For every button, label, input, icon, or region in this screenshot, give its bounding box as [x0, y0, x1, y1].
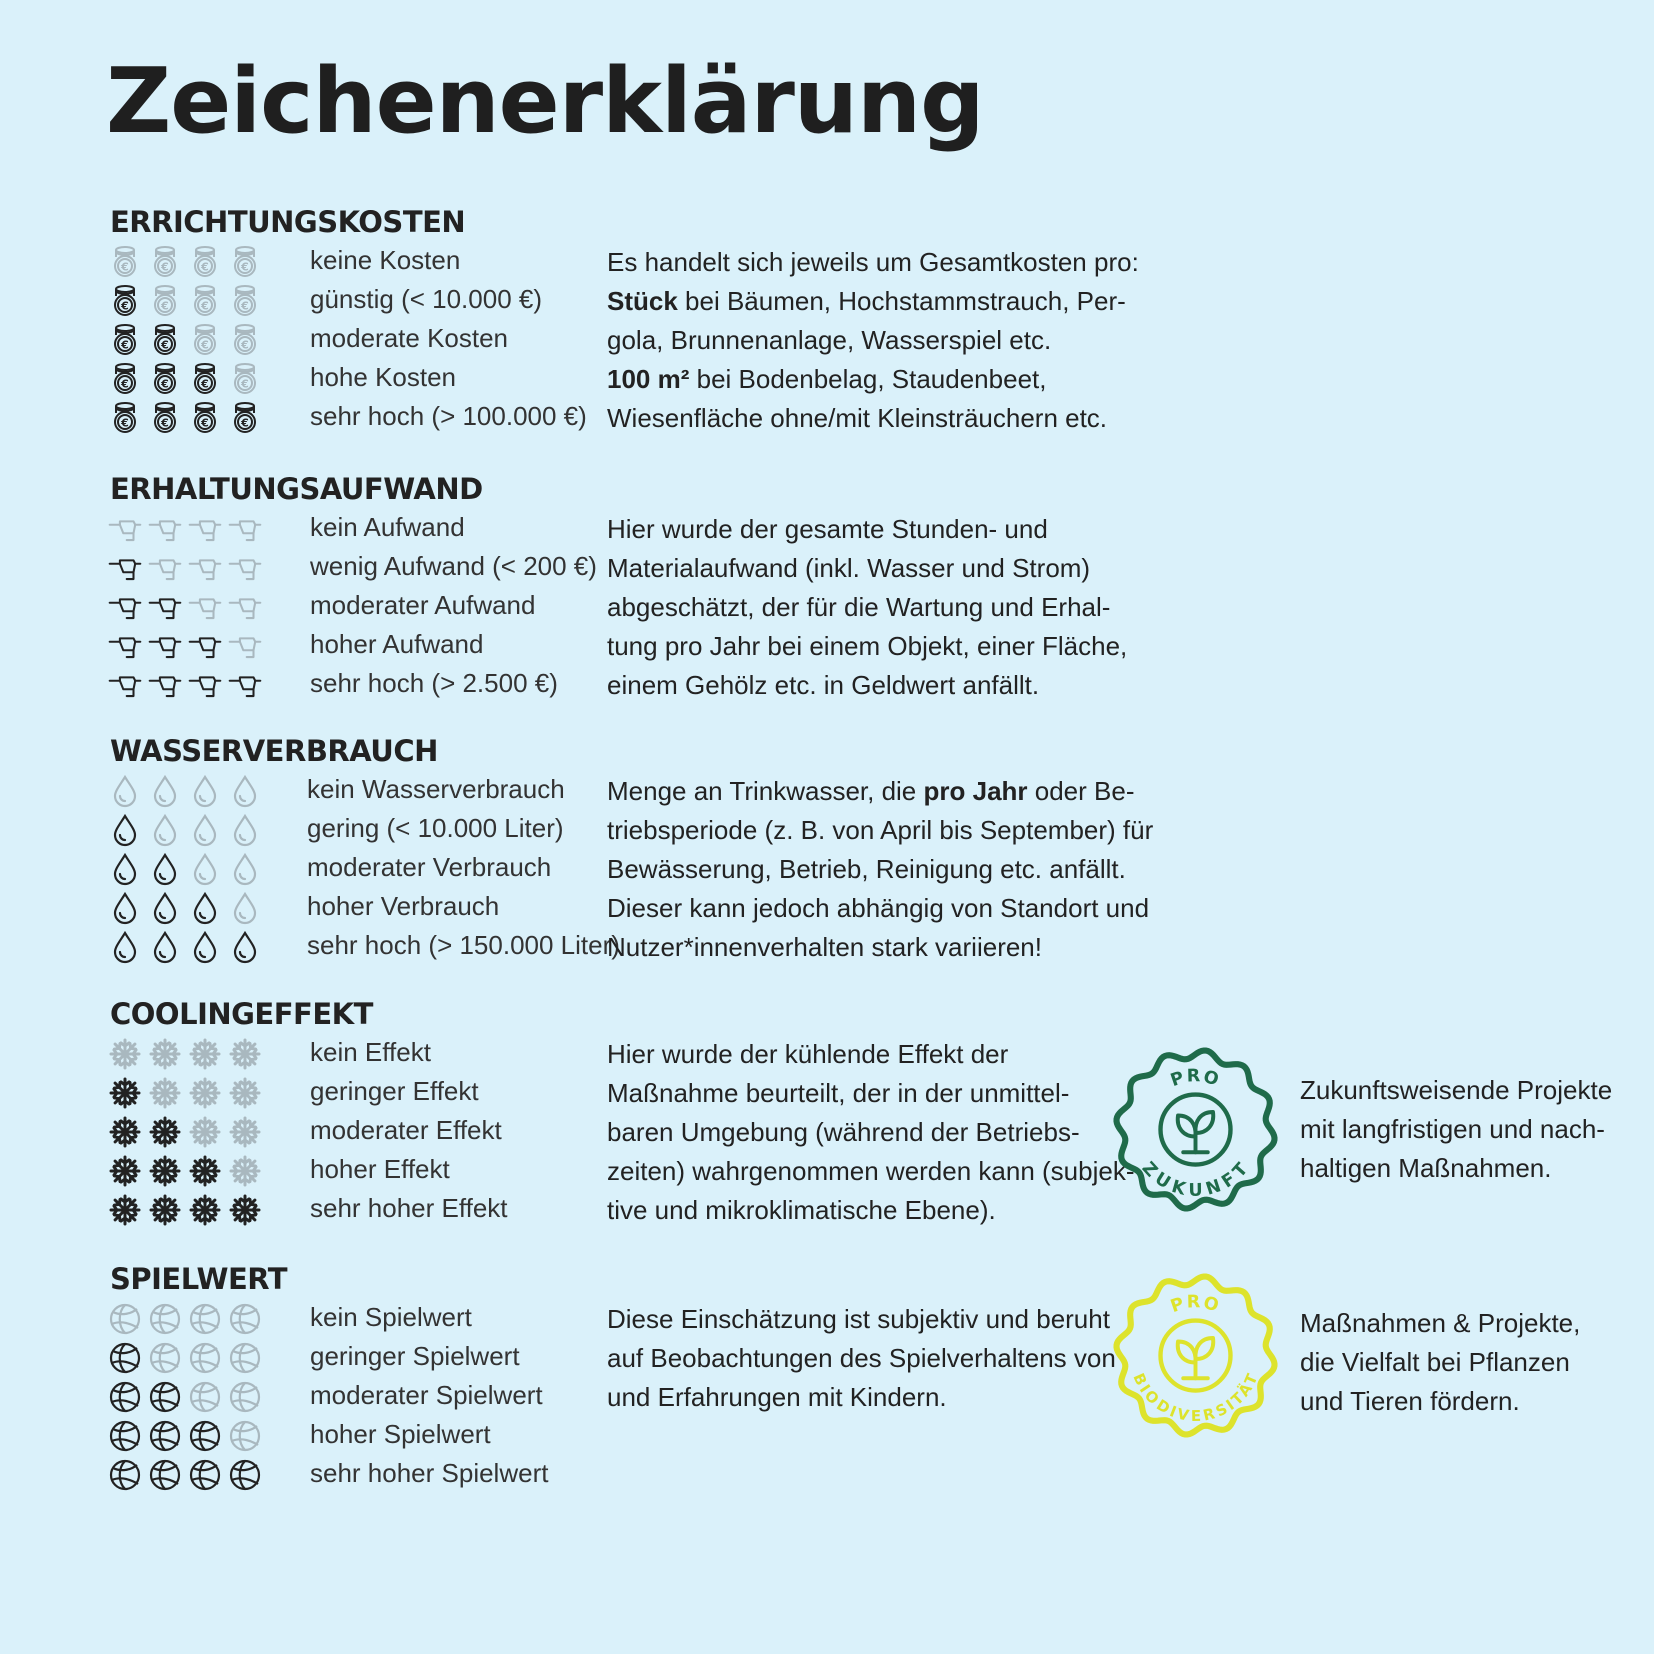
snowflake-icon	[108, 1154, 142, 1188]
description-line: zeiten) wahrgenommen werden kann (subjek-	[607, 1156, 1135, 1186]
coin-stack-icon	[188, 362, 222, 396]
svg-text:PRO	[1168, 1292, 1223, 1317]
description-bold: Stück	[607, 286, 678, 316]
badge-description-biodiversitaet	[1300, 1304, 1620, 1421]
svg-text:€: €	[161, 377, 169, 391]
coin-stack-icon	[148, 284, 182, 318]
ball-icon	[148, 1341, 182, 1375]
description-line: Dieser kann jedoch abhängig von Standort und	[607, 893, 1150, 923]
level-label: wenig Aufwand (< 200 €)	[310, 551, 597, 581]
svg-text:€: €	[241, 299, 249, 313]
description-text: Menge an Trinkwasser, die	[607, 776, 924, 806]
watering-can-icon	[228, 668, 262, 702]
section-heading: SPIELWERT	[110, 1262, 288, 1296]
description-line: tung pro Jahr bei einem Objekt, einer Fläche,	[607, 631, 1128, 661]
description-line	[607, 360, 1087, 399]
watering-can-icon	[228, 629, 262, 663]
snowflake-icon	[228, 1076, 262, 1110]
level-label: hoher Effekt	[310, 1154, 450, 1184]
ball-icon	[188, 1419, 222, 1453]
section-description	[607, 772, 1154, 967]
water-drop-icon	[148, 930, 182, 964]
description-line: triebsperiode (z. B. von April bis September) für	[607, 815, 1154, 845]
level-row	[0, 321, 600, 357]
watering-can-icon	[108, 668, 142, 702]
section-heading: COOLINGEFFEKT	[110, 997, 373, 1031]
description-line: abgeschätzt, der für die Wartung und Erhal-	[607, 592, 1111, 622]
snowflake-icon	[148, 1115, 182, 1149]
svg-text:€: €	[161, 338, 169, 352]
coin-stack-icon	[188, 401, 222, 435]
svg-text:€: €	[121, 260, 129, 274]
svg-text:€: €	[121, 299, 129, 313]
level-row	[0, 928, 620, 964]
seal-bottom-text: ZUKUNFT	[1137, 1158, 1254, 1201]
snowflake-icon	[188, 1154, 222, 1188]
level-label: moderater Effekt	[310, 1115, 502, 1145]
water-drop-icon	[148, 813, 182, 847]
watering-can-icon	[228, 551, 262, 585]
watering-can-icon	[108, 629, 142, 663]
watering-can-icon	[188, 629, 222, 663]
description-text: oder Be-	[1027, 776, 1135, 806]
watering-can-icon	[188, 551, 222, 585]
badge-description-zukunft	[1300, 1071, 1620, 1188]
level-label: sehr hoch (> 2.500 €)	[310, 668, 558, 698]
description-line: Maßnahme beurteilt, der in der unmittel-	[607, 1078, 1070, 1108]
level-row	[0, 1417, 600, 1453]
coin-stack-icon	[108, 245, 142, 279]
watering-can-icon	[148, 551, 182, 585]
level-row	[0, 772, 600, 808]
watering-can-icon	[108, 551, 142, 585]
coin-stack-icon	[228, 245, 262, 279]
level-row	[0, 666, 600, 702]
water-drop-icon	[108, 813, 142, 847]
description-line: Es handelt sich jeweils um Gesamtkosten pro:	[607, 247, 1139, 277]
water-drop-icon	[108, 891, 142, 925]
badge-text-line: haltigen Maßnahmen.	[1300, 1153, 1552, 1183]
pro-zukunft-seal-icon	[1108, 1042, 1283, 1217]
level-label: kein Effekt	[310, 1037, 431, 1067]
watering-can-icon	[148, 590, 182, 624]
coin-stack-icon	[228, 323, 262, 357]
description-bold: 100 m²	[607, 364, 690, 394]
leaf-icon	[1178, 1112, 1214, 1152]
level-label: moderater Aufwand	[310, 590, 536, 620]
ball-icon	[148, 1458, 182, 1492]
coin-stack-icon	[148, 401, 182, 435]
watering-can-icon	[108, 590, 142, 624]
level-label: hoher Aufwand	[310, 629, 484, 659]
section-description	[607, 510, 1128, 705]
description-line: gola, Brunnenanlage, Wasserspiel etc.	[607, 325, 1052, 355]
page-title: Zeichenerklärung	[106, 49, 984, 154]
ball-icon	[108, 1380, 142, 1414]
svg-text:PRO	[1168, 1066, 1223, 1091]
ball-icon	[148, 1380, 182, 1414]
section-description	[607, 1300, 1116, 1417]
level-label: moderater Spielwert	[310, 1380, 543, 1410]
badge-text-line: mit langfristigen und nach-	[1300, 1114, 1605, 1144]
level-label: hohe Kosten	[310, 362, 457, 392]
water-drop-icon	[188, 813, 222, 847]
badge-text-line: Maßnahmen & Projekte,	[1300, 1308, 1581, 1338]
water-drop-icon	[148, 774, 182, 808]
ball-icon	[108, 1419, 142, 1453]
level-label: geringer Spielwert	[310, 1341, 520, 1371]
water-drop-icon	[148, 852, 182, 886]
level-row	[0, 588, 600, 624]
watering-can-icon	[148, 629, 182, 663]
watering-can-icon	[148, 668, 182, 702]
description-line: Hier wurde der kühlende Effekt der	[607, 1039, 1009, 1069]
description-line	[607, 282, 1126, 321]
level-label: geringer Effekt	[310, 1076, 479, 1106]
svg-text:€: €	[201, 338, 209, 352]
description-line: Materialaufwand (inkl. Wasser und Strom)	[607, 553, 1091, 583]
coin-stack-icon	[188, 245, 222, 279]
section-heading: ERRICHTUNGSKOSTEN	[110, 205, 466, 239]
watering-can-icon	[228, 512, 262, 546]
watering-can-icon	[188, 512, 222, 546]
svg-text:€: €	[161, 260, 169, 274]
snowflake-icon	[148, 1193, 182, 1227]
snowflake-icon	[188, 1076, 222, 1110]
ball-icon	[188, 1302, 222, 1336]
level-row	[0, 1074, 600, 1110]
ball-icon	[228, 1341, 262, 1375]
level-label: gering (< 10.000 Liter)	[307, 813, 564, 843]
level-label: kein Aufwand	[310, 512, 465, 542]
level-row	[0, 811, 600, 847]
svg-text:€: €	[241, 416, 249, 430]
snowflake-icon	[108, 1193, 142, 1227]
description-line: baren Umgebung (während der Betriebs-	[607, 1117, 1080, 1147]
level-row	[0, 549, 600, 585]
watering-can-icon	[148, 512, 182, 546]
level-row	[0, 1300, 600, 1336]
svg-text:€: €	[201, 416, 209, 430]
description-line: Wiesenfläche ohne/mit Kleinsträuchern etc.	[607, 403, 1108, 433]
level-label: hoher Verbrauch	[307, 891, 500, 921]
leaf-icon	[1178, 1338, 1214, 1378]
level-row	[0, 360, 600, 396]
water-drop-icon	[228, 891, 262, 925]
level-label: sehr hoher Spielwert	[310, 1458, 549, 1488]
description-text: bei Bäumen, Hochstammstrauch, Per-	[677, 286, 1126, 316]
coin-stack-icon	[228, 362, 262, 396]
seal-bottom-text: BIODIVERSITÄT	[1129, 1370, 1262, 1426]
level-row	[0, 627, 600, 663]
snowflake-icon	[228, 1037, 262, 1071]
level-row	[0, 1113, 600, 1149]
svg-text:€: €	[201, 377, 209, 391]
snowflake-icon	[108, 1037, 142, 1071]
level-label: moderate Kosten	[310, 323, 509, 353]
svg-text:€: €	[161, 416, 169, 430]
level-row	[0, 1191, 600, 1227]
badge-text-line: Zukunftsweisende Projekte	[1300, 1075, 1613, 1105]
ball-icon	[228, 1302, 262, 1336]
water-drop-icon	[108, 930, 142, 964]
ball-icon	[228, 1380, 262, 1414]
description-line: Bewässerung, Betrieb, Reinigung etc. anfällt.	[607, 854, 1126, 884]
description-line: auf Beobachtungen des Spielverhaltens von	[607, 1343, 1116, 1373]
snowflake-icon	[188, 1193, 222, 1227]
water-drop-icon	[228, 813, 262, 847]
coin-stack-icon	[228, 401, 262, 435]
level-label: kein Spielwert	[310, 1302, 472, 1332]
description-bold: pro Jahr	[923, 776, 1028, 806]
level-row	[0, 1035, 600, 1071]
snowflake-icon	[228, 1193, 262, 1227]
snowflake-icon	[108, 1076, 142, 1110]
water-drop-icon	[228, 774, 262, 808]
description-line: Nutzer*innenverhalten stark variieren!	[607, 932, 1042, 962]
ball-icon	[188, 1380, 222, 1414]
water-drop-icon	[148, 891, 182, 925]
level-row	[0, 1339, 600, 1375]
svg-text:€: €	[121, 416, 129, 430]
seal-top-text: PRO	[1168, 1066, 1223, 1092]
level-row	[0, 850, 600, 886]
coin-stack-icon	[228, 284, 262, 318]
level-label: sehr hoher Effekt	[310, 1193, 508, 1223]
coin-stack-icon	[108, 401, 142, 435]
water-drop-icon	[188, 891, 222, 925]
coin-stack-icon	[188, 284, 222, 318]
level-label: kein Wasserverbrauch	[307, 774, 565, 804]
svg-text:€: €	[121, 338, 129, 352]
svg-text:€: €	[121, 377, 129, 391]
snowflake-icon	[108, 1115, 142, 1149]
level-row	[0, 1378, 600, 1414]
description-line	[607, 772, 1135, 811]
snowflake-icon	[188, 1037, 222, 1071]
svg-text:€: €	[161, 299, 169, 313]
description-line: und Erfahrungen mit Kindern.	[607, 1382, 947, 1412]
snowflake-icon	[228, 1154, 262, 1188]
ball-icon	[108, 1302, 142, 1336]
level-row	[0, 510, 600, 546]
coin-stack-icon	[108, 284, 142, 318]
badge-text-line: die Vielfalt bei Pflanzen	[1300, 1347, 1570, 1377]
section-description	[607, 243, 1139, 438]
ball-icon	[108, 1341, 142, 1375]
water-drop-icon	[108, 852, 142, 886]
svg-text:€: €	[241, 338, 249, 352]
watering-can-icon	[188, 590, 222, 624]
coin-stack-icon	[108, 362, 142, 396]
badge-text-line: und Tieren fördern.	[1300, 1386, 1520, 1416]
ball-icon	[228, 1419, 262, 1453]
level-row	[0, 243, 600, 279]
coin-stack-icon	[148, 245, 182, 279]
coin-stack-icon	[148, 362, 182, 396]
ball-icon	[188, 1341, 222, 1375]
snowflake-icon	[148, 1076, 182, 1110]
water-drop-icon	[188, 930, 222, 964]
level-label: keine Kosten	[310, 245, 461, 275]
section-heading: ERHALTUNGSAUFWAND	[110, 472, 483, 506]
ball-icon	[228, 1458, 262, 1492]
level-label: moderater Verbrauch	[307, 852, 552, 882]
snowflake-icon	[228, 1115, 262, 1149]
description-line: Diese Einschätzung ist subjektiv und beruht	[607, 1304, 1110, 1334]
level-label: günstig (< 10.000 €)	[310, 284, 542, 314]
coin-stack-icon	[108, 323, 142, 357]
description-line: Hier wurde der gesamte Stunden- und	[607, 514, 1048, 544]
pro-biodiversitaet-seal-icon	[1108, 1268, 1283, 1443]
level-row	[0, 399, 600, 435]
level-row	[0, 1456, 600, 1492]
level-label: hoher Spielwert	[310, 1419, 491, 1449]
water-drop-icon	[188, 774, 222, 808]
coin-stack-icon	[188, 323, 222, 357]
seal-top-text: PRO	[1168, 1292, 1223, 1318]
watering-can-icon	[228, 590, 262, 624]
level-row	[0, 889, 600, 925]
ball-icon	[148, 1302, 182, 1336]
description-text: bei Bodenbelag, Staudenbeet,	[689, 364, 1047, 394]
section-heading: WASSERVERBRAUCH	[110, 734, 438, 768]
coin-stack-icon	[148, 323, 182, 357]
snowflake-icon	[148, 1037, 182, 1071]
water-drop-icon	[228, 930, 262, 964]
description-line: einem Gehölz etc. in Geldwert anfällt.	[607, 670, 1040, 700]
ball-icon	[188, 1458, 222, 1492]
snowflake-icon	[188, 1115, 222, 1149]
watering-can-icon	[108, 512, 142, 546]
svg-text:€: €	[201, 299, 209, 313]
level-row	[0, 1152, 600, 1188]
water-drop-icon	[108, 774, 142, 808]
svg-text:€: €	[241, 260, 249, 274]
svg-text:€: €	[241, 377, 249, 391]
level-row	[0, 282, 600, 318]
level-label: sehr hoch (> 150.000 Liter)	[307, 930, 620, 960]
svg-text:€: €	[201, 260, 209, 274]
level-label: sehr hoch (> 100.000 €)	[310, 401, 587, 431]
ball-icon	[148, 1419, 182, 1453]
watering-can-icon	[188, 668, 222, 702]
water-drop-icon	[188, 852, 222, 886]
section-description	[607, 1035, 1135, 1230]
ball-icon	[108, 1458, 142, 1492]
snowflake-icon	[148, 1154, 182, 1188]
water-drop-icon	[228, 852, 262, 886]
description-line: tive und mikroklimatische Ebene).	[607, 1195, 996, 1225]
